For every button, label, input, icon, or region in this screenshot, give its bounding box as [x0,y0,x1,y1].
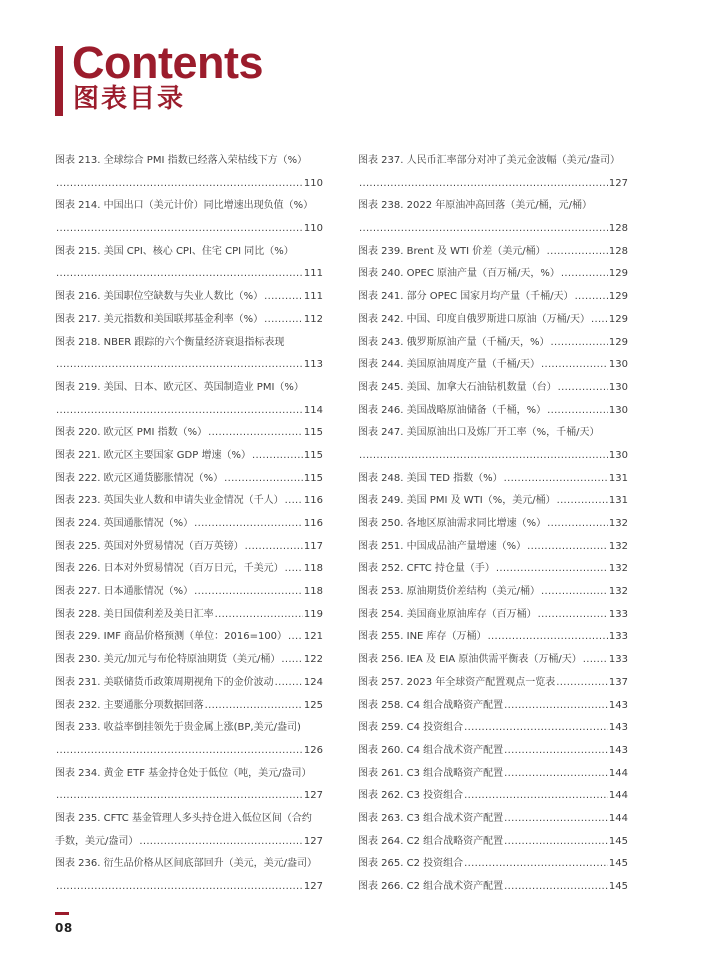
toc-entry-page: 143 [608,744,628,756]
toc-entry-title: 图表 223. 英国失业人数和申请失业金情况（千人） [55,495,284,507]
toc-leader-dots [541,354,608,377]
toc-entry-page: 121 [303,631,323,643]
toc-leader-dots [464,853,608,876]
toc-leader-dots [488,626,608,649]
toc-entry-title: 图表 248. 美国 TED 指数（%） [358,472,503,484]
toc-entry-title: 图表 235. CFTC 基金管理人多头持仓进入低位区间（合约 [55,812,312,824]
toc-entry-page: 111 [303,291,323,303]
toc-entry-title: 图表 238. 2022 年原油冲高回落（美元/桶，元/桶） [358,200,592,212]
toc-entry-title: 图表 232. 主要通胀分项数据回落 [55,699,204,711]
toc-entry-page: 133 [608,608,628,620]
toc-leader-dots [215,604,303,627]
toc-entry-title: 图表 266. C2 组合战术资产配置 [358,881,504,892]
toc-entry-title: 图表 255. INE 库存（万桶） [358,631,487,643]
toc-column-right [358,150,628,899]
toc-entry[interactable] [55,422,323,445]
toc-entry[interactable] [55,468,323,491]
toc-entry[interactable] [358,513,628,536]
toc-entry-title: 图表 258. C4 组合战略资产配置 [358,699,504,711]
toc-entry[interactable] [55,513,323,536]
toc-entry-page: 124 [303,676,323,688]
toc-entry[interactable] [55,695,323,718]
toc-entry-page: 144 [608,767,628,779]
toc-entry-title: 图表 220. 欧元区 PMI 指数（%） [55,427,208,439]
toc-entry-title: 图表 245. 美国、加拿大石油钻机数量（台） [358,381,557,393]
toc-leader-dots [194,513,303,536]
toc-entry[interactable] [55,536,323,559]
toc-entry-title: 图表 263. C3 组合战术资产配置 [358,812,504,824]
toc-entry-page: 127 [303,835,323,847]
toc-entry-title: 图表 217. 美元指数和美国联邦基金利率（%） [55,313,264,325]
title-accent-bar [55,46,63,116]
toc-entry-title: 图表 225. 英国对外贸易情况（百万英镑） [55,540,244,552]
toc-entry-page: 126 [303,744,323,756]
toc-leader-dots [504,740,608,763]
toc-entry-page: 132 [608,586,628,598]
toc-entry-page: 143 [608,722,628,734]
toc-entry-page: 132 [608,540,628,552]
toc-entry-page: 130 [608,381,628,393]
toc-entry-title: 图表 233. 收益率倒挂领先于贵金属上涨(BP,美元/盎司) [55,722,301,734]
toc-entry[interactable] [55,445,323,468]
toc-entry-title: 图表 229. IMF 商品价格预测（单位：2016=100） [55,631,288,643]
toc-leader-dots [504,468,608,491]
page-number-mark [55,912,69,915]
toc-entry-page: 115 [303,449,323,461]
toc-entry[interactable] [358,808,628,831]
toc-entry-title: 图表 256. IEA 及 EIA 原油供需平衡表（万桶/天） [358,654,582,666]
toc-leader-dots [56,263,303,286]
toc-entry[interactable] [358,263,628,286]
toc-leader-dots [275,672,303,695]
toc-entry-title: 图表 226. 日本对外贸易情况（百万日元，千美元） [55,563,284,575]
toc-entry-title: 图表 231. 美联储货币政策周期视角下的金价波动 [55,676,274,688]
toc-leader-dots [504,695,608,718]
toc-leader-dots [547,241,608,264]
toc-entry-title: 图表 244. 美国原油周度产量（千桶/天） [358,359,540,371]
toc-entry[interactable] [358,150,628,195]
toc-entry-title: 图表 246. 美国战略原油储备（千桶，%） [358,404,547,416]
toc-entry[interactable] [55,581,323,604]
toc-entry-title: 图表 247. 美国原油出口及炼厂开工率（%，千桶/天） [358,427,600,439]
toc-entry[interactable] [55,558,323,581]
toc-leader-dots [541,581,608,604]
toc-entry[interactable] [358,672,628,695]
toc-leader-dots [558,377,608,400]
toc-entry[interactable] [358,536,628,559]
toc-entry-page: 131 [608,472,628,484]
toc-entry-page: 145 [608,858,628,870]
toc-leader-dots [208,422,303,445]
toc-entry[interactable] [55,309,323,332]
toc-entry-title: 图表 259. C4 投资组合 [358,722,464,734]
toc-entry-page: 128 [608,245,628,257]
toc-entry[interactable] [358,604,628,627]
toc-entry[interactable] [55,763,323,808]
toc-entry[interactable] [358,377,628,400]
toc-entry-page: 125 [303,699,323,711]
toc-leader-dots [464,717,608,740]
toc-leader-dots [56,218,303,241]
toc-entry-title: 图表 218. NBER 跟踪的六个衡量经济衰退指标表现 [55,336,285,348]
toc-entry-title: 图表 242. 中国、印度自俄罗斯进口原油（万桶/天） [358,313,590,325]
toc-entry-page: 144 [608,790,628,802]
toc-entry[interactable] [55,672,323,695]
toc-entry[interactable] [55,853,323,898]
toc-entry-page: 137 [608,676,628,688]
toc-entry-title: 图表 241. 部分 OPEC 国家月均产量（千桶/天） [358,291,574,303]
toc-entry[interactable] [358,241,628,264]
toc-entry-page: 118 [303,586,323,598]
toc-leader-dots [583,649,608,672]
toc-entry-title: 图表 236. 衍生品价格从区间底部回升（美元，美元/盎司） [55,858,317,870]
toc-entry-page: 119 [303,608,323,620]
toc-leader-dots [561,263,608,286]
toc-entry-title: 图表 222. 欧元区通货膨胀情况（%） [55,472,224,484]
toc-entry-title: 图表 262. C3 投资组合 [358,790,464,802]
toc-entry-page: 115 [303,472,323,484]
toc-entry-page: 122 [303,654,323,666]
toc-leader-dots [264,286,303,309]
toc-entry-page: 144 [608,812,628,824]
toc-entry-page: 110 [303,177,323,189]
toc-leader-dots [56,785,303,808]
toc-leader-dots [504,876,608,899]
toc-entry-title: 图表 227. 日本通胀情况（%） [55,586,194,598]
toc-entry-title: 图表 216. 美国职位空缺数与失业人数比（%） [55,291,264,303]
toc-entry[interactable] [358,649,628,672]
toc-entry[interactable] [55,241,323,286]
toc-entry-title: 图表 257. 2023 年全球资产配置观点一览表 [358,676,556,688]
toc-entry-page: 114 [303,404,323,416]
toc-entry[interactable] [358,626,628,649]
toc-entry-page: 112 [303,313,323,325]
toc-entry[interactable] [55,808,323,853]
toc-entry-title: 图表 264. C2 组合战略资产配置 [358,835,504,847]
toc-entry[interactable] [55,150,323,195]
toc-entry-page: 130 [608,359,628,371]
toc-entry-title: 图表 215. 美国 CPI、核心 CPI、住宅 CPI 同比（%） [55,245,294,257]
toc-entry[interactable] [358,490,628,513]
page-title-english: Contents [72,37,263,88]
toc-entry-page: 111 [303,268,323,280]
toc-leader-dots [359,173,608,196]
toc-entry-title: 图表 237. 人民币汇率部分对冲了美元金波幅（美元/盎司） [358,155,620,166]
toc-entry[interactable] [358,195,628,240]
toc-leader-dots [504,808,608,831]
toc-entry-page: 117 [303,540,323,552]
toc-entry-page: 128 [608,223,628,235]
toc-entry[interactable] [55,626,323,649]
toc-entry-page: 145 [608,835,628,847]
toc-entry[interactable] [358,695,628,718]
toc-leader-dots [252,445,303,468]
toc-entry-title: 图表 230. 美元/加元与布伦特原油期货（美元/桶） [55,654,281,666]
toc-leader-dots [56,876,303,899]
toc-leader-dots [194,581,303,604]
toc-leader-dots [285,490,303,513]
toc-leader-dots [556,672,608,695]
toc-entry[interactable] [358,400,628,423]
toc-entry-page: 127 [303,881,323,892]
toc-entry-page: 118 [303,563,323,575]
toc-entry-title: 图表 240. OPEC 原油产量（百万桶/天，%） [358,268,560,280]
toc-entry[interactable] [358,422,628,467]
toc-entry-page: 131 [608,495,628,507]
toc-entry-page: 130 [608,404,628,416]
toc-column-left [55,150,323,899]
toc-entry-title: 图表 243. 俄罗斯原油产量（千桶/天，%） [358,336,550,348]
toc-leader-dots [538,604,608,627]
toc-entry[interactable] [55,604,323,627]
toc-leader-dots [359,218,608,241]
toc-leader-dots [224,468,303,491]
toc-entry[interactable] [55,490,323,513]
toc-entry-page: 113 [303,359,323,371]
toc-entry-title: 图表 239. Brent 及 WTI 价差（美元/桶） [358,245,546,257]
toc-entry-page: 129 [608,313,628,325]
toc-entry-page: 145 [608,881,628,892]
toc-entry-title: 图表 253. 原油期货价差结构（美元/桶） [358,586,540,598]
toc-leader-dots [591,309,608,332]
toc-entry-title: 图表 214. 中国出口（美元计价）同比增速出现负值（%） [55,200,314,212]
toc-leader-dots [281,649,303,672]
toc-entry[interactable] [55,649,323,672]
toc-entry-page: 116 [303,518,323,529]
toc-entry[interactable] [358,558,628,581]
toc-entry-page: 115 [303,427,323,439]
toc-leader-dots [285,558,303,581]
page-title-chinese: 图表目录 [73,84,186,114]
toc-leader-dots [56,400,303,423]
toc-entry-page: 133 [608,631,628,643]
toc-entry-page: 116 [303,495,323,507]
toc-leader-dots [288,626,303,649]
toc-entry-title: 图表 224. 英国通胀情况（%） [55,518,194,529]
toc-entry-title: 图表 261. C3 组合战略资产配置 [358,767,504,779]
toc-entry-page: 110 [303,223,323,235]
toc-entry-title: 图表 250. 各地区原油需求同比增速（%） [358,518,547,529]
toc-entry-title: 图表 213. 全球综合 PMI 指数已经落入荣枯线下方（%） [55,155,308,166]
toc-leader-dots [547,400,608,423]
toc-entry-page: 129 [608,268,628,280]
toc-leader-dots [551,332,608,355]
toc-entry-page: 130 [608,449,628,461]
toc-entry-page: 127 [608,177,628,189]
toc-entry[interactable] [55,286,323,309]
toc-leader-dots [547,513,608,536]
toc-entry-title: 图表 228. 美日国债利差及美日汇率 [55,608,214,620]
toc-entry[interactable] [358,717,628,740]
toc-entry[interactable] [358,876,628,899]
toc-entry[interactable] [358,332,628,355]
toc-entry-title: 图表 234. 黄金 ETF 基金持仓处于低位（吨，美元/盎司） [55,767,312,779]
toc-entry[interactable] [358,831,628,854]
toc-leader-dots [205,695,303,718]
toc-entry[interactable] [358,740,628,763]
toc-entry[interactable] [55,332,323,377]
toc-leader-dots [504,763,608,786]
toc-leader-dots [56,740,303,763]
toc-entry-title: 图表 254. 美国商业原油库存（百万桶） [358,608,537,620]
toc-entry-title: 图表 251. 中国成品油产量增速（%） [358,540,527,552]
toc-entry[interactable] [358,286,628,309]
toc-entry[interactable] [358,581,628,604]
toc-entry-title: 图表 221. 欧元区主要国家 GDP 增速（%） [55,449,251,461]
toc-leader-dots [264,309,303,332]
toc-leader-dots [56,354,303,377]
toc-entry-title-continued: 手数，美元/盎司） [55,835,139,847]
toc-entry[interactable] [358,763,628,786]
toc-leader-dots [359,445,608,468]
toc-leader-dots [56,173,303,196]
toc-leader-dots [496,558,608,581]
toc-entry-title: 图表 260. C4 组合战术资产配置 [358,744,504,756]
toc-entry-title: 图表 249. 美国 PMI 及 WTI（%，美元/桶） [358,495,556,507]
toc-leader-dots [527,536,608,559]
toc-entry[interactable] [358,354,628,377]
toc-entry-title: 图表 219. 美国、日本、欧元区、英国制造业 PMI（%） [55,381,304,393]
toc-entry[interactable] [358,785,628,808]
toc-leader-dots [139,831,303,854]
toc-leader-dots [245,536,303,559]
toc-entry-page: 143 [608,699,628,711]
toc-entry-page: 129 [608,291,628,303]
toc-entry-page: 132 [608,518,628,529]
toc-entry[interactable] [55,717,323,762]
toc-entry[interactable] [358,853,628,876]
toc-leader-dots [504,831,608,854]
toc-entry[interactable] [55,195,323,240]
toc-entry[interactable] [55,377,323,422]
toc-entry-page: 133 [608,654,628,666]
toc-leader-dots [464,785,608,808]
toc-entry[interactable] [358,468,628,491]
toc-entry[interactable] [358,309,628,332]
toc-entry-page: 132 [608,563,628,575]
page-number: 08 [55,921,73,935]
toc-leader-dots [557,490,608,513]
toc-entry-title: 图表 265. C2 投资组合 [358,858,464,870]
toc-leader-dots [575,286,608,309]
toc-entry-page: 127 [303,790,323,802]
toc-entry-title: 图表 252. CFTC 持仓量（手） [358,563,495,575]
toc-entry-page: 129 [608,336,628,348]
